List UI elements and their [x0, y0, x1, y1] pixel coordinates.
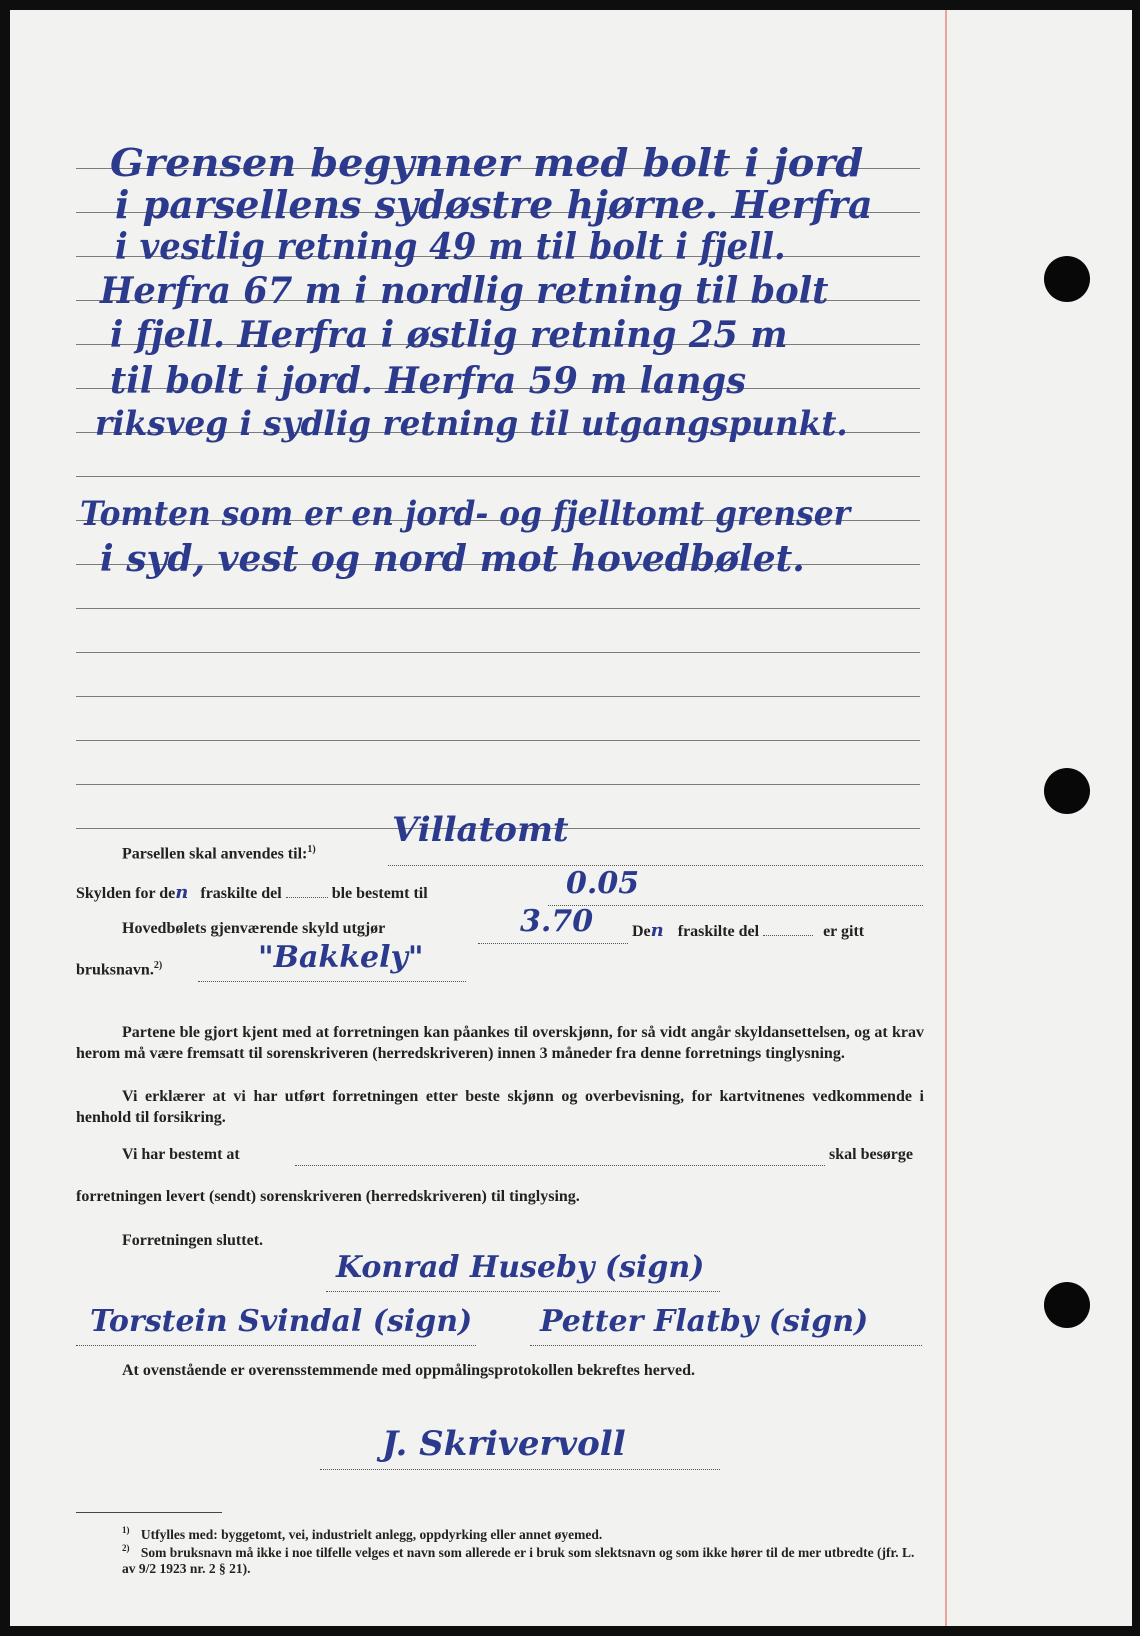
bestemt-label: Vi har bestemt at: [122, 1146, 240, 1163]
ruled-line: [76, 652, 920, 653]
skyld-label-a: Skylden for de: [76, 885, 176, 902]
levert-line: forretningen levert (sendt) sorenskriveren (herredskriveren) til tinglysing.: [76, 1188, 580, 1205]
footnote-2-text: Som bruksnavn må ikke i noe tilfelle velges et navn som allerede er i bruk som slektsnavn og som ikke hører til de mer utbredte (jfr. L. av 9/2 1923 nr. 2 § 21).: [122, 1544, 915, 1576]
hoved-label-b: De: [632, 923, 651, 940]
signature-1: Konrad Huseby (sign): [336, 1250, 705, 1285]
handwritten-line: i vestlig retning 49 m til bolt i fjell.: [115, 226, 786, 268]
dotted-line: [286, 896, 328, 898]
handwritten-line: Grensen begynner med bolt i jord: [110, 140, 864, 185]
ruled-line: [76, 608, 920, 609]
use-label: Parsellen skal anvendes til:: [122, 845, 308, 863]
hoved-label-c: fraskilte del: [677, 923, 760, 940]
bruks-value: "Bakkely": [258, 940, 424, 975]
handwritten-line: i parsellens sydøstre hjørne. Herfra: [115, 182, 873, 227]
signature-line: [320, 1468, 720, 1470]
handwritten-line: Tomten som er en jord- og fjelltomt grenser: [80, 494, 851, 534]
skyld-value: 0.05: [566, 866, 640, 901]
handwritten-line: til bolt i jord. Herfra 59 m langs: [110, 360, 747, 402]
hoved-row-b: [632, 920, 864, 941]
document-page: [10, 10, 1132, 1626]
ruled-line: [76, 740, 920, 741]
footnote-rule: [76, 1512, 222, 1513]
handwritten-line: i syd, vest og nord mot hovedbølet.: [100, 538, 805, 580]
skyld-row: [76, 882, 428, 903]
signature-line: [76, 1344, 476, 1346]
skyld-label-c: ble bestemt til: [331, 885, 428, 902]
bruks-note: 2): [153, 960, 163, 971]
bestemt-dotted-line: [295, 1164, 825, 1166]
handwritten-line: riksveg i sydlig retning til utgangspunkt.: [95, 404, 848, 444]
dotted-line: [763, 934, 813, 936]
para-appeal: Partene ble gjort kjent med at forretningen kan påankes til overskjønn, for så vidt angår skyldansettelsen, og at krav herom må være fremsatt til sorenskriveren (herredskriveren) innen 3 måneder fra denne forretnings tinglysning.: [76, 1024, 924, 1062]
ruled-line: [76, 476, 920, 477]
punch-hole: [1044, 1282, 1090, 1328]
footnote-1-text: Utfylles med: byggetomt, vei, industrielt anlegg, oppdyrking eller annet øyemed.: [140, 1526, 603, 1542]
footnote-2: [122, 1540, 922, 1577]
hoved-value: 3.70: [520, 904, 594, 939]
use-row: [122, 844, 316, 863]
signature-official: J. Skrivervoll: [382, 1424, 626, 1464]
skyld-fill-a: n: [175, 882, 189, 903]
bestemt-label-b: skal besørge: [829, 1146, 913, 1163]
bruks-dotted-line: [198, 980, 466, 982]
footnote-2-mark: 2): [122, 1543, 130, 1553]
ruled-line: [76, 696, 920, 697]
use-dotted-line: [388, 864, 923, 866]
signature-line: [326, 1290, 720, 1292]
punch-hole: [1044, 768, 1090, 814]
handwritten-line: i fjell. Herfra i østlig retning 25 m: [110, 314, 788, 356]
bruks-label: bruksnavn.: [76, 961, 154, 979]
skyld-label-b: fraskilte del: [200, 885, 282, 902]
hoved-dotted-line: [478, 942, 628, 944]
signature-line: [530, 1344, 922, 1346]
signature-3: Petter Flatby (sign): [540, 1304, 869, 1339]
para-declaration: Vi erklærer at vi har utført forretningen etter beste skjønn og overbevisning, for kartvitnenes vedkommende i henhold til forsikring.: [76, 1088, 924, 1126]
hoved-label: Hovedbølets gjenværende skyld utgjør: [122, 920, 386, 937]
margin-line: [945, 10, 947, 1626]
signature-2: Torstein Svindal (sign): [90, 1304, 473, 1339]
bekreft-text: At ovenstående er overensstemmende med oppmålingsprotokollen bekreftes herved.: [122, 1362, 695, 1379]
use-value: Villatomt: [392, 810, 569, 850]
handwritten-line: Herfra 67 m i nordlig retning til bolt: [100, 270, 829, 312]
punch-hole: [1044, 256, 1090, 302]
hoved-label-d: er gitt: [823, 923, 865, 940]
use-note: 1): [307, 844, 316, 855]
footnote-1-mark: 1): [122, 1525, 130, 1535]
bruks-row: [76, 960, 162, 979]
sluttet: Forretningen sluttet.: [122, 1232, 264, 1249]
ruled-line: [76, 784, 920, 785]
hoved-fill-b: n: [650, 920, 664, 941]
skyld-dotted-line: [548, 904, 923, 906]
